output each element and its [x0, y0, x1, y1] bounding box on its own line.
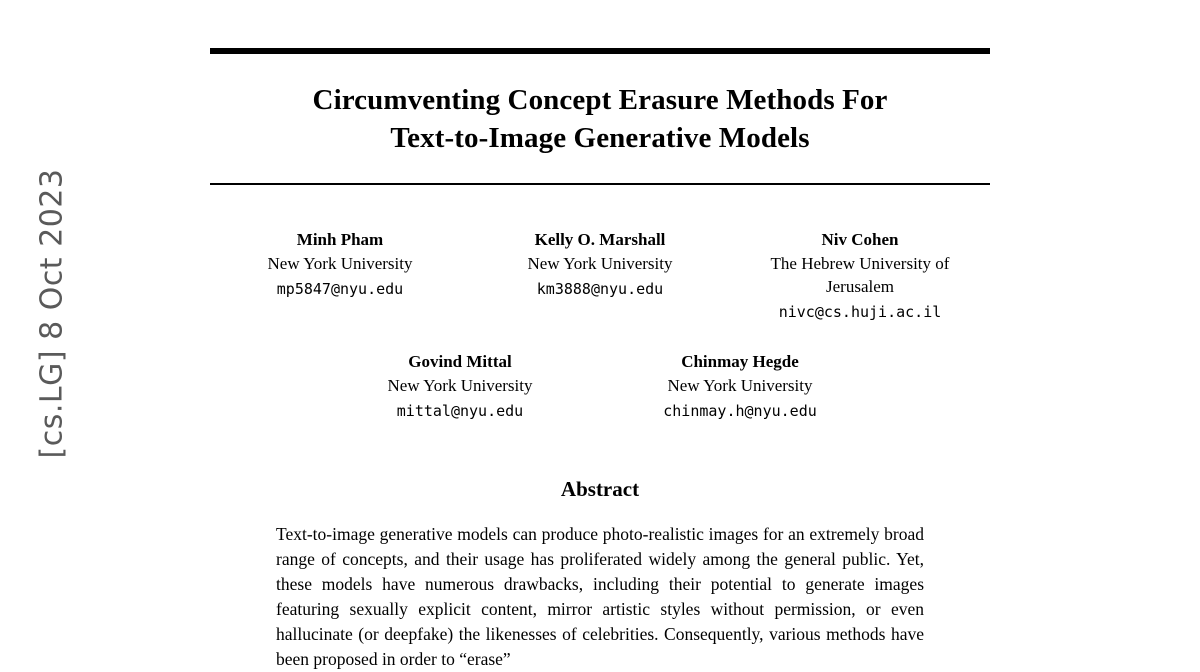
- author-email[interactable]: chinmay.h@nyu.edu: [663, 401, 817, 420]
- author-row-1: [210, 229, 990, 322]
- author-email[interactable]: mittal@nyu.edu: [396, 401, 524, 420]
- author-email[interactable]: km3888@nyu.edu: [536, 280, 664, 299]
- author-name: Minh Pham: [296, 230, 384, 250]
- author-name: Niv Cohen: [821, 230, 899, 250]
- title-rule-bottom: [210, 183, 990, 185]
- author-affiliation: New York University: [387, 375, 533, 395]
- author-block: [210, 229, 470, 322]
- author-block: [320, 351, 600, 421]
- author-name: Govind Mittal: [408, 351, 512, 371]
- title-line-2: Text-to-Image Generative Models: [390, 121, 810, 154]
- title-rule-top: [210, 48, 990, 54]
- author-block: [470, 229, 730, 322]
- author-affiliation: New York University: [267, 254, 413, 274]
- page-title: [210, 82, 990, 157]
- author-email[interactable]: nivc@cs.huji.ac.il: [778, 303, 942, 322]
- title-line-1: Circumventing Concept Erasure Methods For: [312, 84, 888, 116]
- author-row-2: [210, 351, 990, 421]
- author-name: Kelly O. Marshall: [534, 230, 666, 250]
- author-block: [600, 351, 880, 421]
- paper-page: [210, 0, 990, 669]
- author-email[interactable]: mp5847@nyu.edu: [276, 280, 404, 299]
- arxiv-stamp: [0, 0, 90, 648]
- author-affiliation: New York University: [527, 254, 673, 274]
- abstract-text: Text-to-image generative models can produce photo-realistic images for an extremely broad range of concepts, and their usage has proliferated widely among the general public. Yet, these models have numerous drawbacks, including their potential to generate images featuring sexually explicit content, mirror artistic styles without permission, or even hallucinate (or deepfake) the likenesses of celebrities. Consequently, various methods have been proposed in order to “erase”: [276, 523, 924, 669]
- author-affiliation: New York University: [667, 375, 813, 395]
- abstract-heading: Abstract: [560, 476, 640, 501]
- author-affiliation: The Hebrew University of Jerusalem: [770, 254, 950, 297]
- author-block: [730, 229, 990, 322]
- author-name: Chinmay Hegde: [681, 351, 799, 371]
- arxiv-stamp-text: [cs.LG] 8 Oct 2023: [34, 168, 70, 459]
